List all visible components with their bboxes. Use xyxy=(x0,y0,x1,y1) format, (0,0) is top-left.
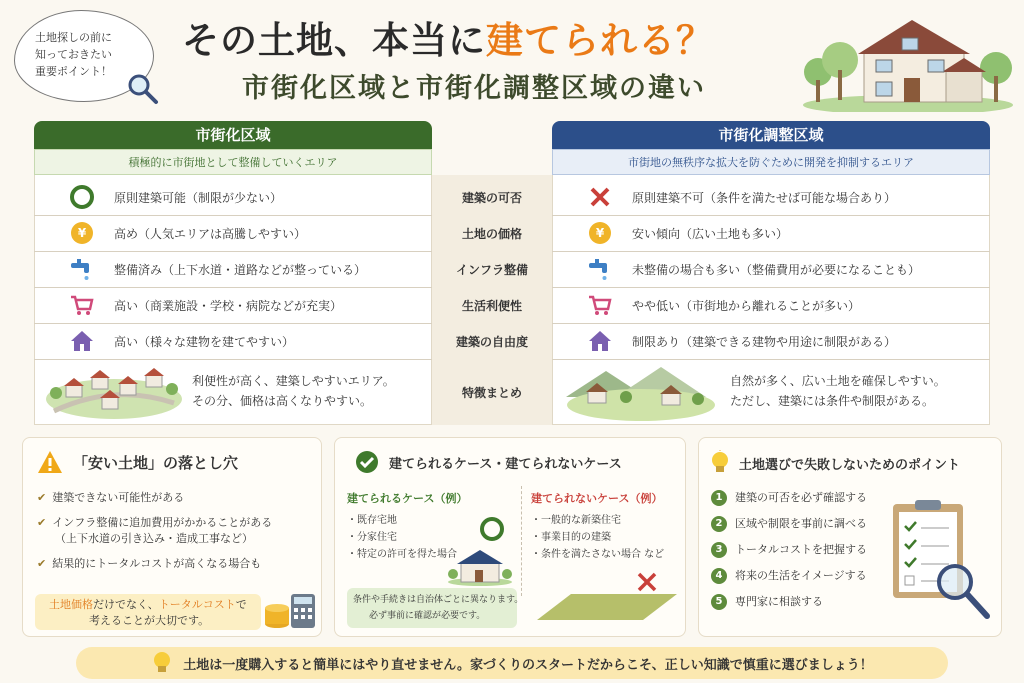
ng-case-item: ・条件を満たさない場合 など xyxy=(531,549,665,560)
lightbulb-icon xyxy=(151,651,173,675)
card-title: 「安い土地」の落とし穴 xyxy=(73,453,239,472)
cross-icon xyxy=(582,184,618,210)
svg-text:¥: ¥ xyxy=(77,226,87,240)
ok-house-illustration xyxy=(447,546,513,586)
comparison-table xyxy=(34,121,990,425)
card-title: 建てられるケース・建てられないケース xyxy=(389,456,622,472)
cart-icon xyxy=(582,293,618,317)
magnifier-icon xyxy=(126,72,160,106)
svg-text:¥: ¥ xyxy=(595,226,605,240)
check-icon: ✔ xyxy=(37,516,47,529)
yen-icon xyxy=(64,221,100,245)
summary-line: ただし、建築には条件や制限がある。 xyxy=(730,394,935,408)
row-label: 建築の可否 xyxy=(432,179,552,215)
cheap-land-card xyxy=(22,437,322,637)
step-number: 2 xyxy=(711,516,727,532)
cases-card xyxy=(334,437,686,637)
cart-icon xyxy=(64,293,100,317)
title-highlight: 建てられる？ xyxy=(486,19,714,62)
bubble-line: 土地探しの前に xyxy=(35,31,112,44)
right-value: 安い傾向（広い土地も多い） xyxy=(632,226,789,241)
row-label: 建築の自由度 xyxy=(432,323,552,359)
note-highlight: 土地価格 xyxy=(49,598,93,611)
cost-note xyxy=(35,594,261,630)
note-text: で xyxy=(235,598,247,611)
pitfall-item-detail: （上下水道の引き込み・造成工事など） xyxy=(55,532,253,545)
right-value: 原則建築不可（条件を満たせば可能な場合あり） xyxy=(632,190,897,205)
ok-case-item: ・特定の許可を得た場合 xyxy=(347,549,457,560)
ng-land-illustration xyxy=(531,570,679,626)
note-text: 考えることが大切です。 xyxy=(89,614,210,627)
circle-icon xyxy=(64,184,100,210)
warning-icon xyxy=(37,450,63,474)
tip-item: トータルコストを把握する xyxy=(735,543,867,556)
row-label: 特徴まとめ xyxy=(461,385,522,400)
footer-text: 土地は一度購入すると簡単にはやり直せません。家づくりのスタートだからこそ、正しい知識で慎重に選びましょう！ xyxy=(183,657,873,673)
house-icon xyxy=(582,329,618,353)
step-number: 5 xyxy=(711,594,727,610)
right-value: 未整備の場合も多い（整備費用が必要になることも） xyxy=(632,262,921,277)
procedure-note xyxy=(347,588,524,628)
coins-calculator-icon xyxy=(263,584,319,632)
yen-icon xyxy=(582,221,618,245)
summary-line: その分、価格は高くなりやすい。 xyxy=(192,394,373,408)
footer-banner xyxy=(76,647,948,679)
ok-case-item: ・分家住宅 xyxy=(347,532,397,543)
tip-item: 専門家に相談する xyxy=(735,595,823,608)
town-illustration xyxy=(44,363,184,421)
row-label: 土地の価格 xyxy=(432,215,552,251)
ok-case-item: ・既存宅地 xyxy=(347,515,397,526)
summary-line: 利便性が高く、建築しやすいエリア。 xyxy=(192,374,395,388)
ok-cases-title: 建てられるケース（例） xyxy=(347,492,468,505)
card-title: 土地選びで失敗しないためのポイント xyxy=(739,457,961,473)
house-illustration xyxy=(800,10,1016,112)
tip-item: 区域や制限を事前に調べる xyxy=(735,517,867,530)
left-column-title: 市街化区域 xyxy=(34,121,432,149)
left-column-subtitle: 積極的に市街地として整備していくエリア xyxy=(34,149,432,175)
note-highlight: トータルコスト xyxy=(158,598,236,611)
row-building-freedom xyxy=(34,323,990,359)
left-value: 高め（人気エリアは高騰しやすい） xyxy=(114,226,307,241)
left-value: 高い（商業施設・学校・病院などが充実） xyxy=(114,298,343,313)
faucet-icon xyxy=(64,257,100,281)
row-infrastructure xyxy=(34,251,990,287)
ng-cases-title: 建てられないケース（例） xyxy=(531,492,663,505)
ng-case-item: ・一般的な新築住宅 xyxy=(531,515,621,526)
left-value: 高い（様々な建物を建てやすい） xyxy=(114,334,295,349)
pitfall-item: 建築できない可能性がある xyxy=(52,491,185,504)
countryside-illustration xyxy=(566,363,716,421)
bubble-line: 知っておきたい xyxy=(35,48,112,61)
row-convenience xyxy=(34,287,990,323)
summary-line: 自然が多く、広い土地を確保しやすい。 xyxy=(730,374,946,388)
pitfall-item: 結果的にトータルコストが高くなる場合も xyxy=(52,557,262,570)
faucet-icon xyxy=(582,257,618,281)
lightbulb-icon xyxy=(709,450,731,476)
row-label: 生活利便性 xyxy=(432,287,552,323)
page-subtitle: 市街化区域と市街化調整区域の違い xyxy=(242,73,706,104)
title-prefix: その土地、本当に xyxy=(182,19,486,62)
note-text: 必ず事前に確認が必要です。 xyxy=(369,611,486,621)
step-number: 1 xyxy=(711,490,727,506)
check-icon: ✔ xyxy=(37,491,47,504)
pitfall-item: インフラ整備に追加費用がかかることがある xyxy=(52,516,273,529)
tip-item: 建築の可否を必ず確認する xyxy=(735,491,867,504)
right-column-subtitle: 市街地の無秩序な拡大を防ぐために開発を抑制するエリア xyxy=(552,149,990,175)
tip-item: 将来の生活をイメージする xyxy=(735,569,867,582)
row-buildability xyxy=(34,179,990,215)
right-summary xyxy=(552,359,990,425)
row-land-price xyxy=(34,215,990,251)
check-icon: ✔ xyxy=(37,557,47,570)
right-value: やや低い（市街地から離れることが多い） xyxy=(632,298,861,313)
note-text: 条件や手続きは自治体ごとに異なります。 xyxy=(353,595,524,605)
row-label: インフラ整備 xyxy=(432,251,552,287)
right-value: 制限あり（建築できる建物や用途に制限がある） xyxy=(632,334,897,349)
step-number: 3 xyxy=(711,542,727,558)
left-value: 原則建築可能（制限が少ない） xyxy=(114,190,283,205)
right-column-title: 市街化調整区域 xyxy=(552,121,990,149)
left-value: 整備済み（上下水道・道路などが整っている） xyxy=(114,262,367,277)
clipboard-checklist-icon xyxy=(889,498,1001,628)
ng-case-item: ・事業目的の建築 xyxy=(531,532,611,543)
page-title xyxy=(182,10,714,64)
step-number: 4 xyxy=(711,568,727,584)
check-circle-icon xyxy=(355,450,379,474)
note-text: だけでなく、 xyxy=(93,598,159,611)
house-icon xyxy=(64,329,100,353)
tips-card xyxy=(698,437,1002,637)
circle-icon xyxy=(479,516,505,542)
bubble-line: 重要ポイント！ xyxy=(35,65,112,78)
left-summary xyxy=(34,359,432,425)
